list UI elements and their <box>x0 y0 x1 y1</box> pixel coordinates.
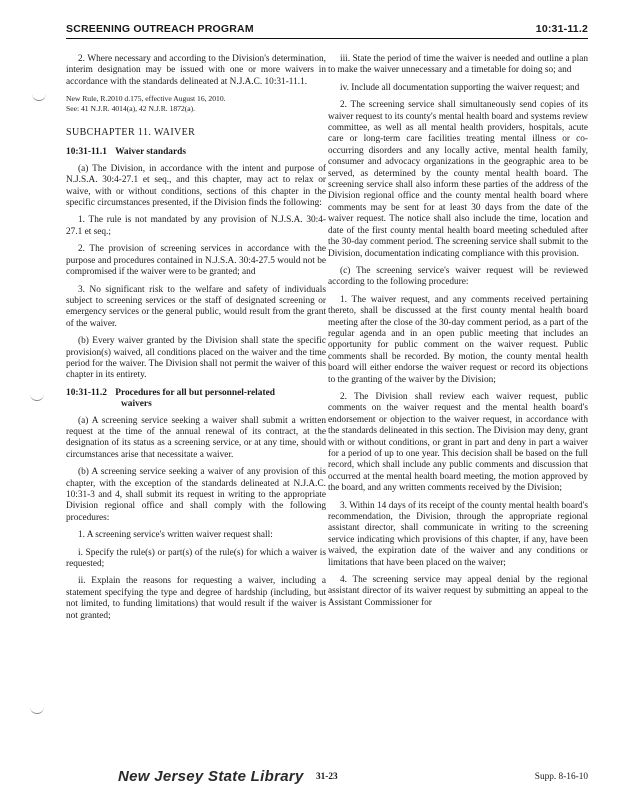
left-column <box>66 54 326 628</box>
paragraph-a: (a) The Division, in accordance with the intent and purpose of N.J.S.A. 30:4-27.1 et seq., and this chapter, may act to relax or waive, with or without conditions, sections of this chapter in the specific circumstances presented, if the Division finds the following: <box>66 163 326 209</box>
paragraph-b1-ii: ii. Explain the reasons for requesting a waiver, including a statement specifying the type and degree of hardship (including, but not limited, to funding limitations) that would result if the waiver is not granted; <box>66 576 326 621</box>
scan-margin-mark <box>30 705 44 714</box>
section-number: 10:31-11.2 <box>66 387 107 398</box>
paragraph-a1: 1. The rule is not mandated by any provision of N.J.S.A. 30:4-27.1 et seq.; <box>66 215 326 237</box>
page-footer <box>66 768 588 794</box>
paragraph-b2: 2. The screening service shall simultaneously send copies of its waiver request to its county's mental health board and systems review committee, as well as all mental health providers, hospitals, acute care or long-term care facilities treating mental illness or co-occurring disorders and any locally active, mental health family, consumer and advocacy organizations in the geographic area to be served, as determined by the county mental health board. The screening service shall also inform these parties of the address of the Division regional office and the county mental health board where comments may be sent for at least 30 days from the date of the waiver request. The notice shall also include the time, location and date of the first county mental health board meeting scheduled after the 30-day comment period. The screening service shall submit to the Division, documentation indicating compliance with this provision. <box>328 100 588 259</box>
source-note-line: New Rule, R.2010 d.175, effective August 16, 2010. <box>66 94 226 104</box>
header-title: SCREENING OUTREACH PROGRAM <box>66 23 254 35</box>
section-title: Procedures for all but personnel-related <box>115 387 275 398</box>
header-rule <box>66 38 588 39</box>
paragraph-c1: 1. The waiver request, and any comments received pertaining thereto, shall be discussed at the first county mental health board meeting after the close of the 30-day comment period, as a part of the regular agenda and in an open public meeting that includes an opportunity for public comment on the waiver request. Public comments shall be recorded. By motion, the county mental health board will either endorse the waiver request or record its objections to the granting of the waiver by the Division; <box>328 294 588 385</box>
paragraph-a: (a) A screening service seeking a waiver shall submit a written request at the time of the annual renewal of its contract, at the designation of its status as a screening service, or at any time, should circumstances arise that necessitate a waiver. <box>66 415 326 460</box>
page-number: 31-23 <box>316 772 338 782</box>
scan-margin-mark <box>30 392 44 401</box>
paragraph-a2: 2. The provision of screening services in accordance with the purpose and procedures contained in N.J.S.A. 30:4-27.5 would not be compromised if the waiver were to be granted; and <box>66 244 326 278</box>
paragraph-c3: 3. Within 14 days of its receipt of the county mental health board's recommendation, the Division, through the appropriate regional assistant director, shall communicate in writing to the screening service indicating which provisions of this chapter, if any, have been waived, the expiration date of the waiver and any conditions or limitations that have been placed on the waiver; <box>328 500 588 568</box>
scan-margin-mark <box>32 92 46 101</box>
section-title: Waiver standards <box>115 147 187 158</box>
section-heading-11-2 <box>66 388 326 411</box>
paragraph-a3: 3. No significant risk to the welfare and safety of individuals subject to screening services or the staff of designated screening or emergency services or the general public, would result from the grant of the waiver. <box>66 284 326 329</box>
section-title-continued: waivers <box>121 399 152 410</box>
paragraph-b1: 1. A screening service's written waiver request shall: <box>78 530 273 541</box>
supplement-date: Supp. 8-16-10 <box>534 772 588 782</box>
paragraph-b: (b) Every waiver granted by the Division shall state the specific provision(s) waived, all conditions placed on the waiver and the time period for the waiver. The Division shall not permit the waiver of this chapter in its entirety. <box>66 336 326 381</box>
paragraph-b1-iv: iv. Include all documentation supporting the waiver request; and <box>340 82 580 93</box>
paragraph-b1-iii: iii. State the period of time the waiver is needed and outline a plan to make the waiver unnecessary and a timetable for doing so; and <box>328 54 588 76</box>
section-heading-11-1 <box>66 147 326 158</box>
paragraph-c: (c) The screening service's waiver request will be reviewed according to the following procedure: <box>328 265 588 288</box>
paragraph-b: (b) A screening service seeking a waiver of any provision of this chapter, with the exception of the standards delineated at N.J.A.C. 10:31-3 and 4, shall submit its request in writing to the appropriate Division regional office and shall comply with the following procedures: <box>66 467 326 523</box>
section-number: 10:31-11.1 <box>66 147 107 158</box>
source-note-line: See: 41 N.J.R. 4014(a), 42 N.J.R. 1872(a). <box>66 103 196 113</box>
source-note <box>66 94 326 113</box>
paragraph-c4: 4. The screening service may appeal denial by the regional assistant director of its waiver request by submitting an appeal to the Assistant Commissioner for <box>328 575 588 608</box>
right-column <box>328 54 588 615</box>
subchapter-heading: SUBCHAPTER 11. WAIVER <box>66 127 196 139</box>
paragraph-b1-i: i. Specify the rule(s) or part(s) of the rule(s) for which a waiver is requested; <box>66 547 326 570</box>
running-header <box>66 23 588 35</box>
paragraph-2: 2. Where necessary and according to the Division's determination, interim designation may be issued with one or more waivers in accordance with the standards delineated at N.J.A.C. 10:31-11.1. <box>66 54 326 87</box>
library-stamp: New Jersey State Library <box>118 768 304 785</box>
paragraph-c2: 2. The Division shall review each waiver request, public comments on the waiver request and the mental health board's endorsement or objection to the waiver request, in accordance with the standards delineated in this section. The Division may deny, grant with or without conditions, or grant in part and deny in part a waiver for a period of up to one year. This decision shall be based on the full record, which shall include any public comments and discussion that occurred at the mental health board meeting, the motion approved by the board, and any written comments received by the Division; <box>328 391 588 494</box>
header-section-number: 10:31-11.2 <box>535 23 588 35</box>
